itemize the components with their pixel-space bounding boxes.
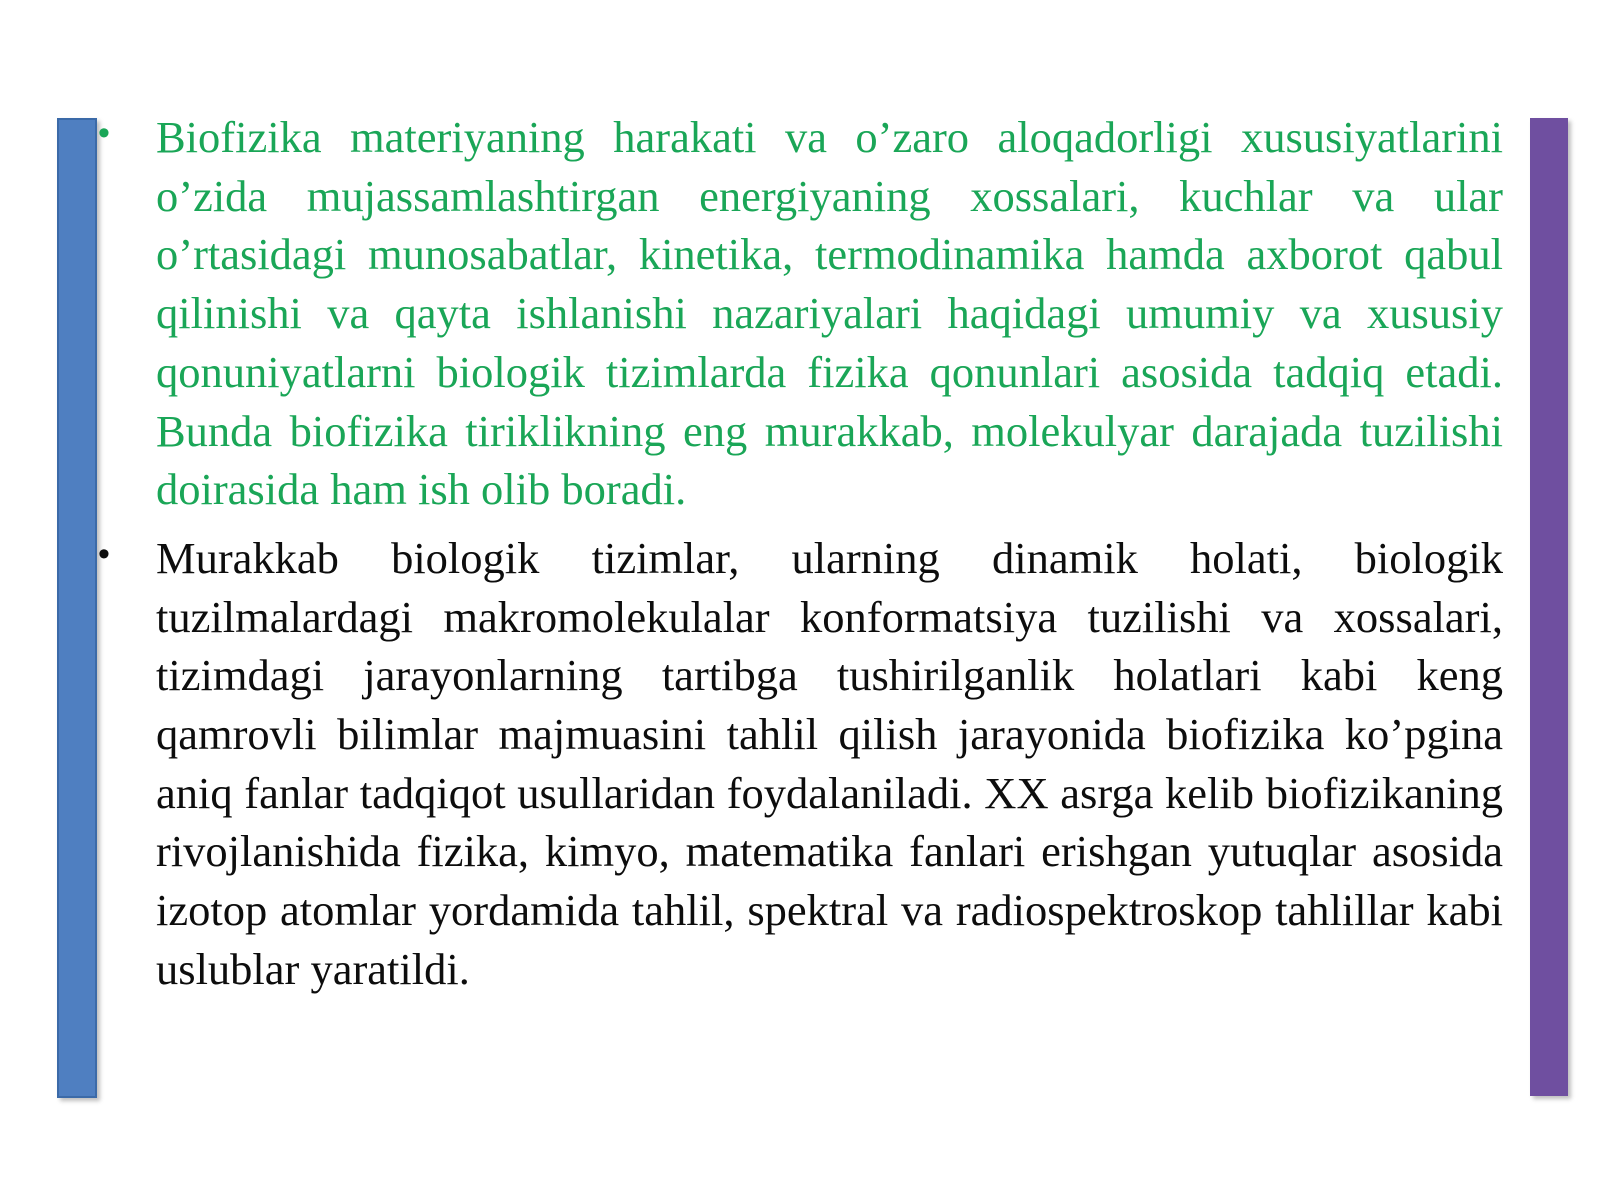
right-accent-bar (1530, 118, 1568, 1096)
bullet-text: Biofizika materiyaning harakati va o’zaro aloqadorligi xususiyatlarini o’zida mujassamlashtirgan energiyaning xossalari, kuchlar va ular o’rtasidagi munosabatlar, kinetika, termodinamika hamda axborot qabul qilinishi va qayta ishlanishi nazariyalari haqidagi umumiy va xususiy qonuniyatlarni biologik tizimlarda fizika qonunlari asosida tadqiq etadi. Bunda biofizika tiriklikning eng murakkab, molekulyar darajada tuzilishi doirasida ham ish olib boradi. (156, 112, 1503, 515)
bullet-item-biofizika-methods (100, 529, 1503, 999)
slide-content (100, 108, 1503, 999)
bullet-marker: • (98, 534, 110, 573)
bullet-item-biofizika-definition (100, 108, 1503, 519)
bullet-marker: • (98, 114, 110, 152)
bullet-text: Murakkab biologik tizimlar, ularning dinamik holati, biologik tuzilmalardagi makromolekulalar konformatsiya tuzilishi va xossalari, tizimdagi jarayonlarning tartibga tushirilganlik holatlari kabi keng qamrovli bilimlar majmuasini tahlil qilish jarayonida biofizika ko’pgina aniq fanlar tadqiqot usullaridan foydalaniladi. XX asrga kelib biofizikaning rivojlanishida fizika, kimyo, matematika fanlari erishgan yutuqlar asosida izotop atomlar yordamida tahlil, spektral va radiospektroskop tahlillar kabi uslublar yaratildi. (156, 532, 1503, 994)
left-accent-bar (57, 118, 97, 1098)
